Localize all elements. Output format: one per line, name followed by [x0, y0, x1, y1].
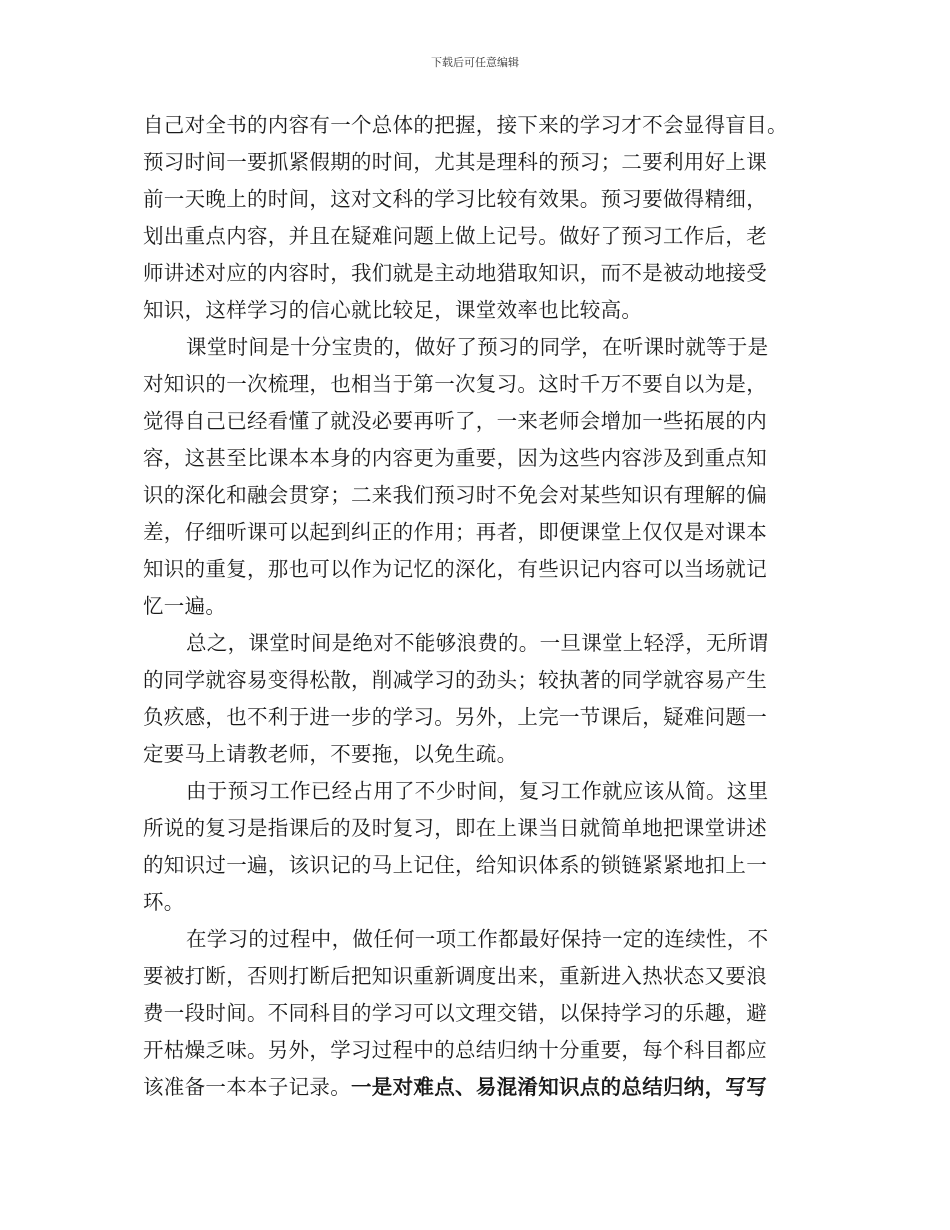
text-line: 的同学就容易变得松散，削减学习的劲头；较执著的同学就容易产生: [143, 668, 767, 692]
text-line: 忆一遍。: [143, 594, 227, 618]
text-line: 预习时间一要抓紧假期的时间，尤其是理科的预习；二要利用好上课: [143, 150, 767, 174]
plain-text-span: 该准备一本本子记录。: [143, 1075, 351, 1099]
paragraph-first-line: 总之，课堂时间是绝对不能够浪费的。一旦课堂上轻浮，无所谓: [186, 631, 769, 655]
text-line: 对知识的一次梳理，也相当于第一次复习。这时千万不要自以为是，: [143, 372, 767, 396]
text-line: 前一天晚上的时间，这对文科的学习比较有效果。预习要做得精细，: [143, 187, 767, 211]
text-line: 所说的复习是指课后的及时复习，即在上课当日就简单地把课堂讲述: [143, 816, 767, 840]
text-line: 自己对全书的内容有一个总体的把握，接下来的学习才不会显得盲目。: [143, 113, 788, 137]
text-line: 要被打断，否则打断后把知识重新调度出来，重新进入热状态又要浪: [143, 964, 767, 988]
text-line: 容，这甚至比课本本身的内容更为重要，因为这些内容涉及到重点知: [143, 446, 767, 470]
text-line: 差，仔细听课可以起到纠正的作用；再者，即便课堂上仅仅是对课本: [143, 520, 767, 544]
text-line: 定要马上请教老师，不要拖，以免生疏。: [143, 742, 518, 766]
text-line: 觉得自己已经看懂了就没必要再听了，一来老师会增加一些拓展的内: [143, 409, 767, 433]
text-line: 知识，这样学习的信心就比较足，课堂效率也比较高。: [143, 298, 643, 322]
text-line: 费一段时间。不同科目的学习可以文理交错，以保持学习的乐趣，避: [143, 1001, 767, 1025]
text-line: 知识的重复，那也可以作为记忆的深化，有些识记内容可以当场就记: [143, 557, 767, 581]
text-line-mixed: [143, 1073, 767, 1101]
text-line: 识的深化和融会贯穿；二来我们预习时不免会对某些知识有理解的偏: [143, 483, 767, 507]
bold-text-span: 一是对难点、易混淆知识点的总结归纳，写写: [351, 1075, 767, 1099]
page-header: 下载后可任意编辑: [431, 56, 519, 69]
text-line: 师讲述对应的内容时，我们就是主动地猎取知识，而不是被动地接受: [143, 261, 767, 285]
paragraph-first-line: 由于预习工作已经占用了不少时间，复习工作就应该从简。这里: [186, 779, 769, 803]
text-line: 开枯燥乏味。另外，学习过程中的总结归纳十分重要，每个科目都应: [143, 1038, 767, 1062]
paragraph-first-line: 课堂时间是十分宝贵的，做好了预习的同学，在听课时就等于是: [186, 335, 769, 359]
text-line: 负疚感，也不利于进一步的学习。另外，上完一节课后，疑难问题一: [143, 705, 767, 729]
text-line: 划出重点内容，并且在疑难问题上做上记号。做好了预习工作后，老: [143, 224, 767, 248]
text-line: 环。: [143, 890, 185, 914]
paragraph-first-line: 在学习的过程中，做任何一项工作都最好保持一定的连续性，不: [186, 927, 769, 951]
text-line: 的知识过一遍，该识记的马上记住，给知识体系的锁链紧紧地扣上一: [143, 853, 767, 877]
